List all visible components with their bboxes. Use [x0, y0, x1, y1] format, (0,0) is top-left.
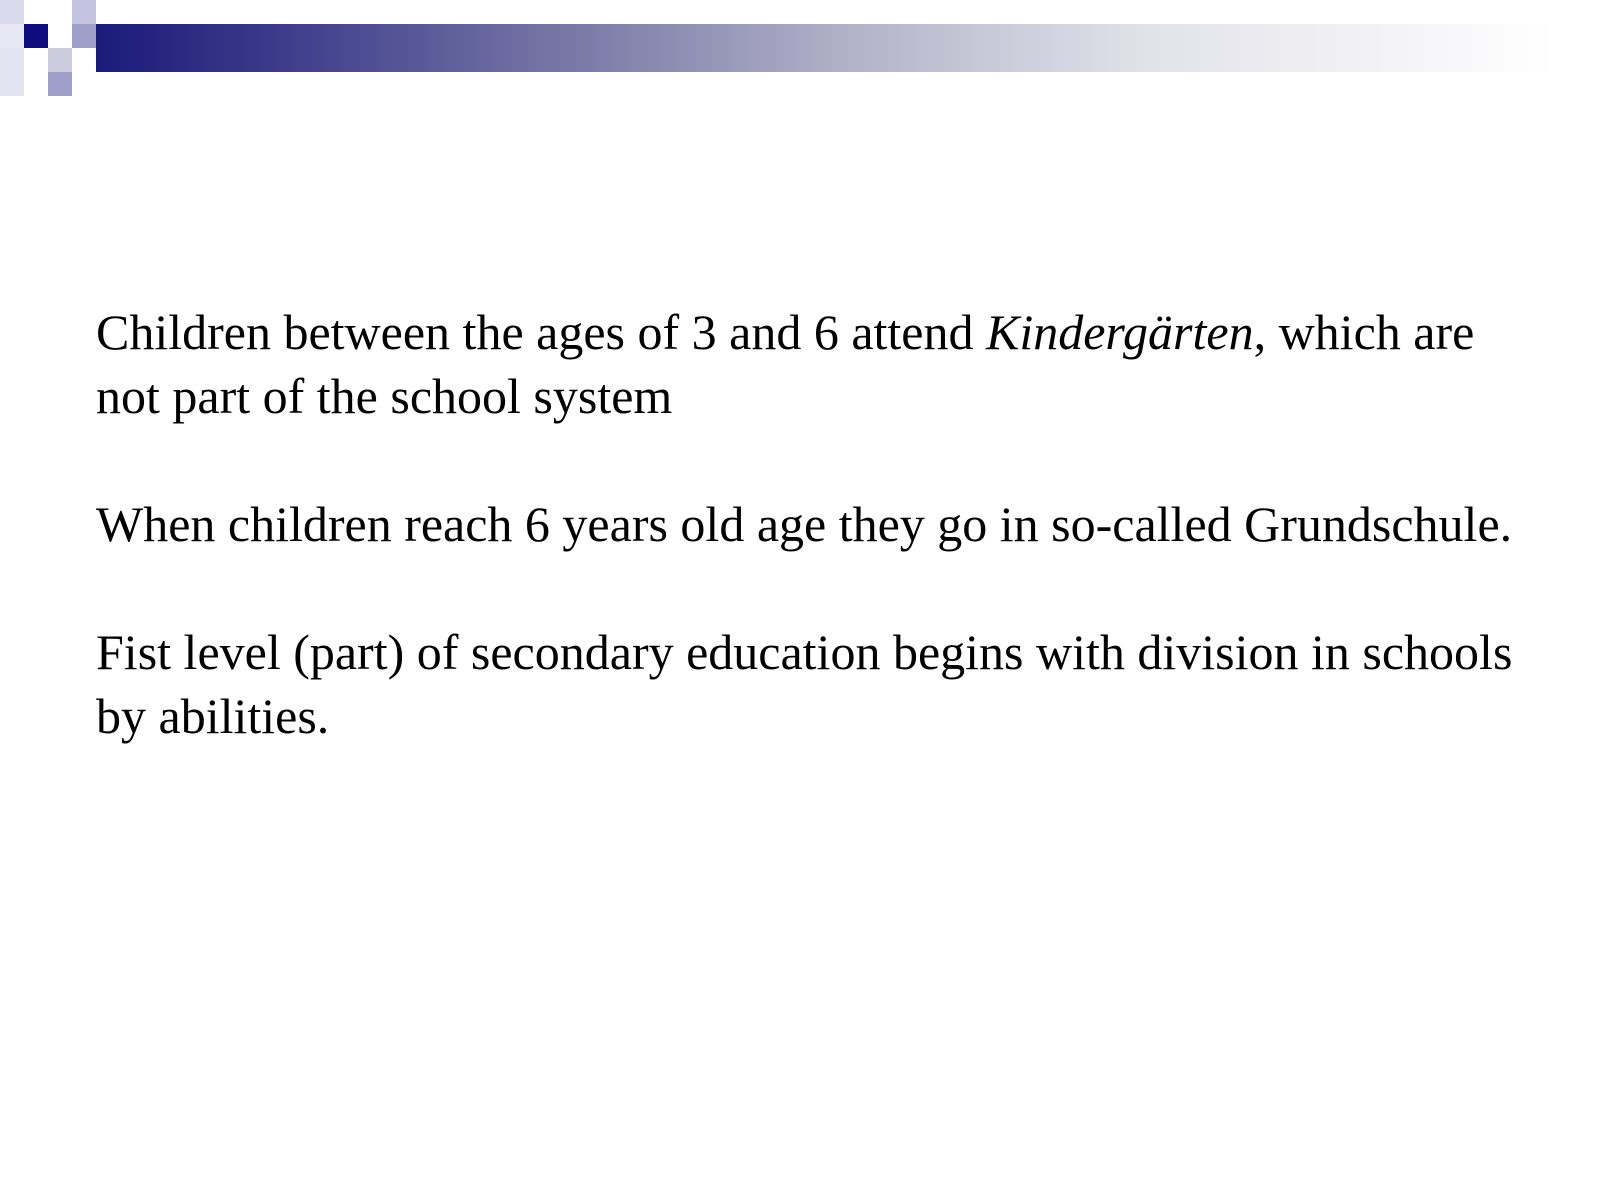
decor-square — [48, 48, 72, 72]
slide-body — [96, 300, 1546, 748]
decor-square — [0, 24, 24, 48]
paragraph-text: , which are not part of the school system — [96, 304, 1475, 424]
paragraph-text: Children between the ages of 3 and 6 attend — [96, 304, 986, 360]
paragraph-kindergarten — [96, 300, 1546, 428]
decor-square — [72, 24, 96, 48]
title-gradient-bar — [96, 24, 1556, 72]
paragraph-grundschule: When children reach 6 years old age they go in so-called Grundschule. — [96, 496, 1513, 552]
kindergarten-term: Kindergärten — [986, 304, 1254, 360]
decor-square — [0, 48, 24, 96]
decor-square — [72, 0, 96, 24]
decor-square — [24, 24, 48, 48]
decor-square — [48, 0, 72, 24]
decor-square — [0, 0, 24, 24]
decor-square — [48, 72, 72, 96]
paragraph-secondary: Fist level (part) of secondary education begins with division in schools by abilities. — [96, 624, 1513, 744]
header-decoration — [0, 0, 1600, 100]
